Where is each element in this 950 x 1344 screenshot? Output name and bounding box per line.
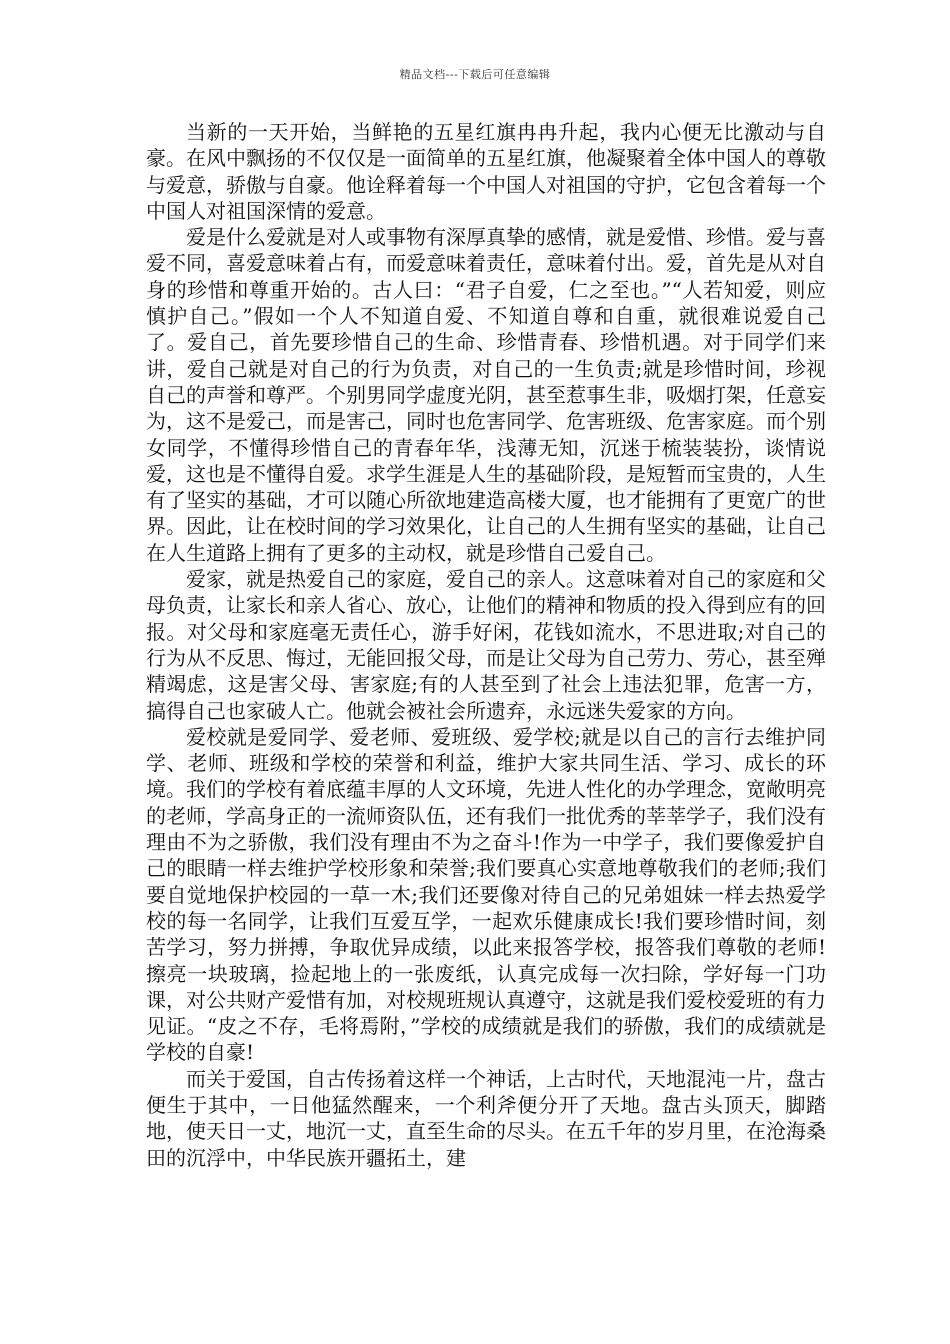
paragraph-love-country: 而关于爱国，自古传扬着这样一个神话，上古时代，天地混沌一片，盘古便生于其中，一日他猛然醒来，一个利斧便分开了天地。盘古头顶天，脚踏地，使天日一丈，地沉一丈，直至生命的尽头。在五千年的岁月里，在沧海桑田的沉浮中，中华民族开疆拓土，建 [146, 1066, 826, 1170]
document-body [146, 119, 826, 1171]
paragraph-love-family: 爱家，就是热爱自己的家庭，爱自己的亲人。这意味着对自己的家庭和父母负责，让家长和亲人省心、放心，让他们的精神和物质的投入得到应有的回报。对父母和家庭毫无责任心，游手好闲，花钱如流水，不思进取;对自己的行为从不反思、悔过，无能回报父母，而是让父母为自己劳力、劳心，甚至殚精竭虑，这是害父母、害家庭;有的人甚至到了社会上违法犯罪，危害一方，搞得自己也家破人亡。他就会被社会所遗弃，永远迷失爱家的方向。 [146, 567, 826, 723]
paragraph-flag: 当新的一天开始，当鲜艳的五星红旗冉冉升起，我内心便无比激动与自豪。在风中飘扬的不仅仅是一面简单的五星红旗，他凝聚着全体中国人的尊敬与爱意，骄傲与自豪。他诠释着每一个中国人对祖国的守护，它包含着每一个中国人对祖国深情的爱意。 [146, 120, 826, 223]
page-header: 精品文档---下载后可任意编辑 [399, 68, 551, 81]
paragraph-love-school: 爱校就是爱同学、爱老师、爱班级、爱学校;就是以自己的言行去维护同学、老师、班级和学校的荣誉和利益，维护大家共同生活、学习、成长的环境。我们的学校有着底蕴丰厚的人文环境，先进人性化的办学理念，宽敞明亮的老师，学高身正的一流师资队伍，还有我们一批优秀的莘莘学子，我们没有理由不为之骄傲，我们没有理由不为之奋斗!作为一中学子，我们要像爱护自己的眼睛一样去维护学校形象和荣誉;我们要真心实意地尊敬我们的老师;我们要自觉地保护校园的一草一木;我们还要像对待自己的兄弟姐妹一样去热爱学校的每一名同学，让我们互爱互学，一起欢乐健康成长!我们要珍惜时间，刻苦学习，努力拼搏，争取优异成绩，以此来报答学校，报答我们尊敬的老师!擦亮一块玻璃，捡起地上的一张废纸，认真完成每一次扫除，学好每一门功课，对公共财产爱惜有加，对校规班规认真遵守，这就是我们爱校爱班的有力见证。“皮之不存，毛将焉附，”学校的成绩就是我们的骄傲，我们的成绩就是学校的自豪! [146, 724, 826, 1065]
paragraph-love-self: 爱是什么爱就是对人或事物有深厚真挚的感情，就是爱惜、珍惜。爱与喜爱不同，喜爱意味着占有，而爱意味着责任，意味着付出。爱，首先是从对自身的珍惜和尊重开始的。古人曰：“君子自爱，仁之至也。”“人若知爱，则应慎护自己。”假如一个人不知道自爱、不知道自尊和自重，就很难说爱自己了。爱自己，首先要珍惜自己的生命、珍惜青春、珍惜机遇。对于同学们来讲，爱自己就是对自己的行为负责，对自己的一生负责;就是珍惜时间，珍视自己的声誉和尊严。个别男同学虚度光阴，甚至惹事生非，吸烟打架，任意妄为，这不是爱己，而是害己，同时也危害同学、危害班级、危害家庭。而个别女同学，不懂得珍惜自己的青春年华，浅薄无知，沉迷于梳装装扮，谈情说爱，这也是不懂得自爱。求学生涯是人生的基础阶段，是短暂而宝贵的，人生有了坚实的基础，才可以随心所欲地建造高楼大厦，也才能拥有了更宽广的世界。因此，让在校时间的学习效果化，让自己的人生拥有坚实的基础，让自己在人生道路上拥有了更多的主动权，就是珍惜自己爱自己。 [146, 225, 826, 565]
